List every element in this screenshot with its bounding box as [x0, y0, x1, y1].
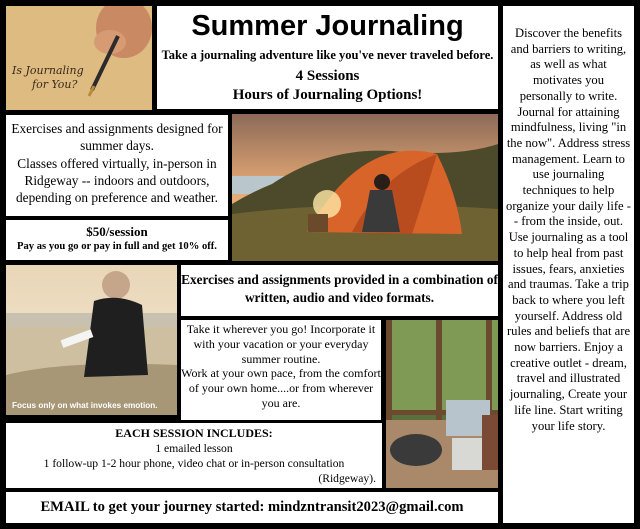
email-cta-text[interactable]: EMAIL to get your journey started: mindzntransit2023@gmail.com [40, 499, 464, 515]
price: $50/session [86, 224, 148, 239]
photo-text-line2: for You? [32, 78, 78, 91]
page-title: Summer Journaling [191, 10, 464, 42]
session-item: 1 follow-up 1-2 hour phone, video chat or in-person consultation [43, 457, 345, 470]
porch-photo [386, 320, 498, 488]
session-item: 1 emailed lesson [155, 442, 233, 455]
journaling-photo [6, 6, 152, 110]
sessions-info [157, 67, 498, 105]
journaling-options: Hours of Journaling Options! [232, 87, 423, 103]
tent-photo [232, 114, 498, 261]
info-line2: Classes offered virtually, in-person in Ridgeway -- indoors and outdoors, depending on preference and weather. [16, 155, 218, 206]
wherever-box [181, 320, 381, 420]
photo-text-line1: Is Journaling [12, 64, 84, 77]
info-line1: Exercises and assignments designed for summer days. [11, 121, 223, 154]
sessions-count: 4 Sessions [295, 68, 360, 84]
session-heading: EACH SESSION INCLUDES: [115, 426, 273, 440]
session-item: (Ridgeway). [318, 472, 376, 485]
beach-photo [6, 265, 177, 415]
wherever-line2: Work at your own pace, from the comfort of your own home....or from wherever you are. [181, 366, 381, 410]
photo-text [12, 64, 84, 92]
benefits-text: Discover the benefits and barriers to writing, as well as what motivates you personally to write. Journal for attaining mindfulness, living "in the now". Address stress management. Learn to use journaling techniques to help organize your daily life -- from the inside, out. Use journaling as a tool to help heal from past issues, fears, anxieties and traumas. Take a trip back to where you left yourself. Address old rules and beliefs that are now barriers. Enjoy a creative outlet - dream, travel and illustrated journaling, Create your life line. Start writing your life story. [506, 26, 631, 433]
photo-caption: Focus only on what invokes emotion. [12, 401, 158, 410]
info-box [6, 115, 228, 216]
price-note: Pay as you go or pay in full and get 10% off. [17, 241, 217, 252]
formats-text: Exercises and assignments provided in a combination of written, audio and video formats. [181, 272, 498, 305]
tagline: Take a journaling adventure like you've never traveled before. [161, 48, 494, 62]
wherever-line1: Take it wherever you go! Incorporate it with your vacation or your everyday summer routine. [186, 322, 376, 366]
pricing-box [6, 220, 228, 260]
email-cta[interactable] [6, 492, 498, 523]
header-box [157, 6, 498, 109]
session-includes-box [6, 423, 382, 488]
benefits-panel [503, 6, 634, 523]
formats-box [181, 265, 498, 316]
